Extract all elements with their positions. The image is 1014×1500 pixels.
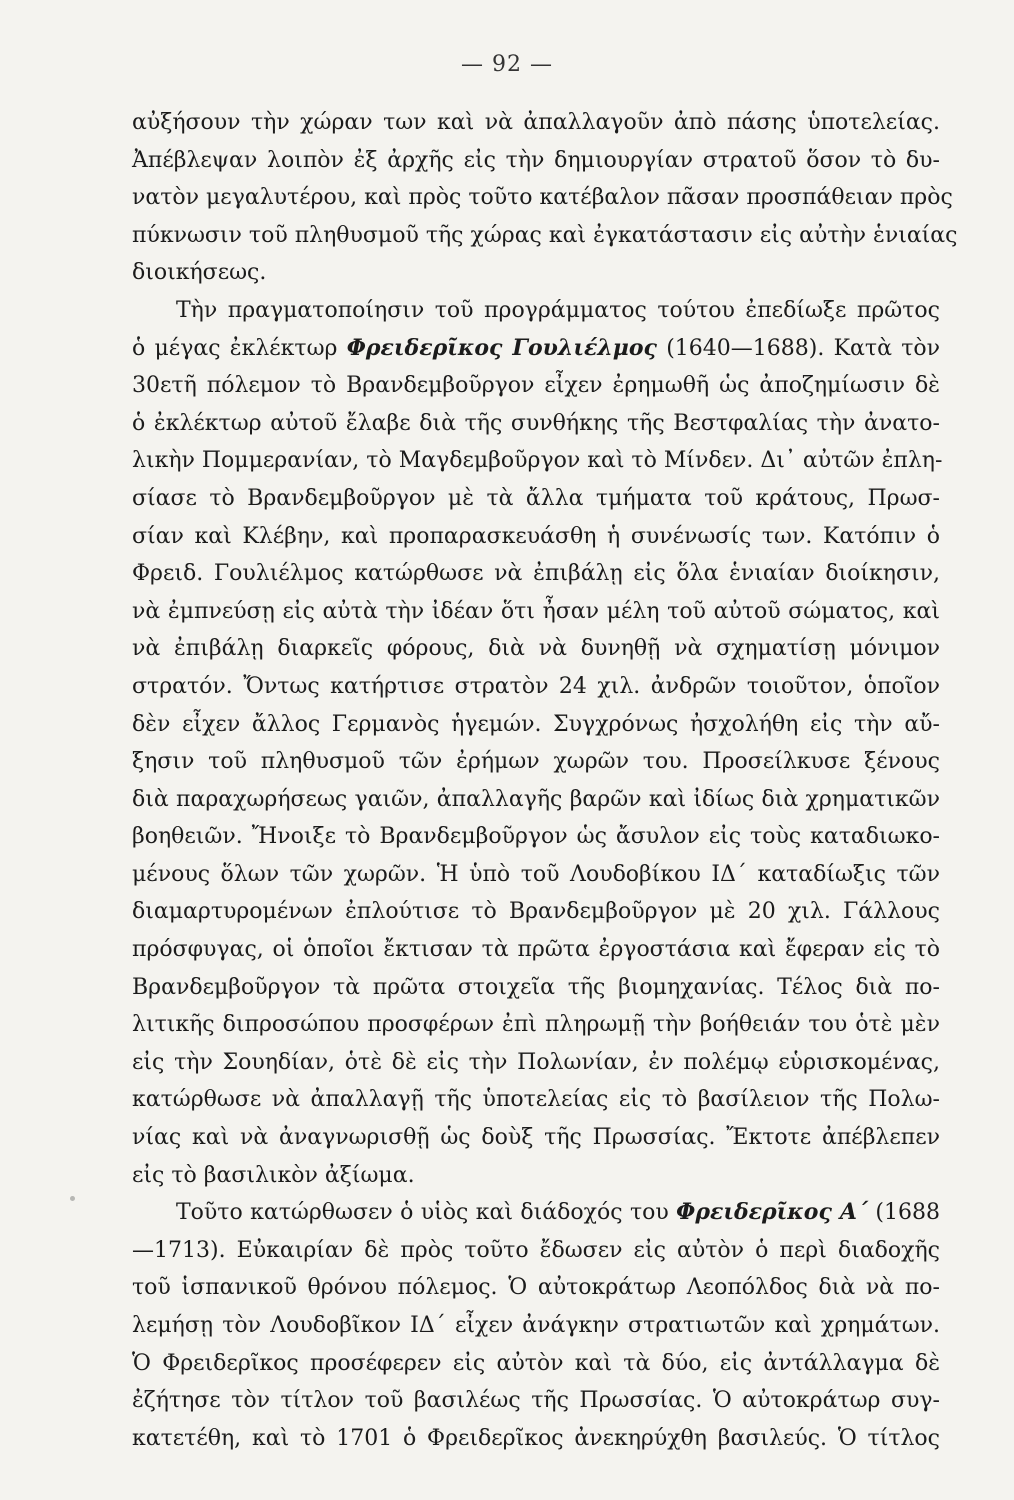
paper-speck	[70, 1196, 75, 1201]
text-fragment: Τοῦτο κατώρθωσεν ὁ υἱὸς καὶ διάδοχός του	[176, 1200, 677, 1226]
text-line: νατὸν μεγαλυτέρου, καὶ πρὸς τοῦτο κατέβαλον πᾶσαν προσπάθειαν πρὸς	[132, 185, 953, 211]
text-line: πύκνωσιν τοῦ πληθυσμοῦ τῆς χώρας καὶ ἐγκατάστασιν εἰς αὐτὴν ἑνιαίας	[132, 222, 958, 248]
text-line: Ἀπέβλεψαν λοιπὸν ἐξ ἀρχῆς εἰς τὴν δημιουργίαν στρατοῦ ὅσον τὸ δυ-	[132, 147, 940, 173]
text-fragment: (1640—1688). Κατὰ τὸν	[656, 335, 940, 361]
ruler-name: Φρειδερῖκος Γουλιέλμος	[346, 334, 657, 361]
page-number: — 92 —	[461, 52, 553, 77]
text-line-with-name	[132, 330, 940, 368]
text-line: σίαν καὶ Κλέβην, καὶ προπαρασκευάσθη ἡ συνένωσίς των. Κατόπιν ὁ	[132, 523, 940, 549]
text-line: κατώρθωσε νὰ ἀπαλλαγῇ τῆς ὑποτελείας εἰς τὸ βασίλειον τῆς Πολω-	[132, 1087, 940, 1113]
text-line: 30ετῆ πόλεμον τὸ Βρανδεμβοῦργον εἶχεν ἐρημωθῆ ὡς ἀποζημίωσιν δὲ	[132, 373, 940, 399]
text-line: αὐξήσουν τὴν χώραν των καὶ νὰ ἀπαλλαγοῦν ἀπὸ πάσης ὑποτελείας.	[132, 110, 940, 135]
text-line: στρατόν. Ὄντως κατήρτισε στρατὸν 24 χιλ. ἀνδρῶν τοιοῦτον, ὁποῖον	[132, 673, 940, 699]
text-line: ὁ ἐκλέκτωρ αὐτοῦ ἔλαβε διὰ τῆς συνθήκης τῆς Βεστφαλίας τὴν ἀνατο-	[132, 410, 940, 436]
text-line: Βρανδεμβοῦργον τὰ πρῶτα στοιχεῖα τῆς βιομηχανίας. Τέλος διὰ πο-	[132, 974, 940, 1000]
text-line: λικὴν Πομμερανίαν, τὸ Μαγδεμβοῦργον καὶ τὸ Μίνδεν. Δι᾽ αὐτῶν ἐπλη-	[132, 448, 943, 474]
text-line: λιτικῆς διπροσώπου προσφέρων ἐπὶ πληρωμῇ τὴν βοήθειάν του ὁτὲ μὲν	[132, 1012, 940, 1038]
text-line: ξησιν τοῦ πληθυσμοῦ τῶν ἐρήμων χωρῶν του. Προσείλκυσε ξένους	[132, 749, 940, 775]
text-line: —1713). Εὐκαιρίαν δὲ πρὸς τοῦτο ἔδωσεν εἰς αὐτὸν ὁ περὶ διαδοχῆς	[132, 1237, 940, 1263]
text-line: τοῦ ἱσπανικοῦ θρόνου πόλεμος. Ὁ αὐτοκράτωρ Λεοπόλδος διὰ νὰ πο-	[132, 1275, 940, 1301]
text-line: νίας καὶ νὰ ἀναγνωρισθῇ ὡς δοὺξ τῆς Πρωσσίας. Ἔκτοτε ἀπέβλεπεν	[132, 1125, 940, 1151]
text-line: λεμήσῃ τὸν Λουδοβῖκον ΙΔ΄ εἶχεν ἀνάγκην στρατιωτῶν καὶ χρημάτων.	[132, 1313, 940, 1338]
text-line: νὰ ἐμπνεύσῃ εἰς αὐτὰ τὴν ἰδέαν ὅτι ἦσαν μέλη τοῦ αὐτοῦ σώματος, καὶ	[132, 598, 940, 624]
ruler-name: Φρειδερῖκος Α΄	[676, 1199, 868, 1226]
text-line: κατετέθη, καὶ τὸ 1701 ὁ Φρειδερῖκος ἀνεκηρύχθη βασιλεύς. Ὁ τίτλος	[132, 1425, 940, 1451]
text-line: εἰς τὸ βασιλικὸν ἀξίωμα.	[132, 1162, 415, 1188]
text-line: ἐζήτησε τὸν τίτλον τοῦ βασιλέως τῆς Πρωσσίας. Ὁ αὐτοκράτωρ συγ-	[132, 1388, 940, 1414]
text-line-with-name	[132, 1194, 940, 1232]
text-line: Ὁ Φρειδερῖκος προσέφερεν εἰς αὐτὸν καὶ τὰ δύο, εἰς ἀντάλλαγμα δὲ	[132, 1350, 940, 1376]
text-line: νὰ ἐπιβάλῃ διαρκεῖς φόρους, διὰ νὰ δυνηθῇ νὰ σχηματίσῃ μόνιμον	[132, 636, 940, 662]
text-line: διαμαρτυρομένων ἐπλούτισε τὸ Βρανδεμβοῦργον μὲ 20 χιλ. Γάλλους	[132, 899, 940, 925]
body-text	[132, 104, 958, 1457]
text-line: διοικήσεως.	[132, 260, 267, 286]
text-line: πρόσφυγας, οἱ ὁποῖοι ἔκτισαν τὰ πρῶτα ἐργοστάσια καὶ ἔφεραν εἰς τὸ	[132, 937, 940, 963]
text-fragment: ὁ μέγας ἐκλέκτωρ	[132, 335, 347, 361]
text-line: Φρειδ. Γουλιέλμος κατώρθωσε νὰ ἐπιβάλῃ εἰς ὅλα ἑνιαίαν διοίκησιν,	[132, 561, 940, 587]
text-line: μένους ὅλων τῶν χωρῶν. Ἡ ὑπὸ τοῦ Λουδοβίκου ΙΔ΄ καταδίωξις τῶν	[132, 861, 940, 887]
text-line: εἰς τὴν Σουηδίαν, ὁτὲ δὲ εἰς τὴν Πολωνίαν, ἐν πολέμῳ εὑρισκομένας,	[132, 1049, 940, 1075]
text-line: βοηθειῶν. Ἤνοιξε τὸ Βρανδεμβοῦργον ὡς ἄσυλον εἰς τοὺς καταδιωκο-	[132, 824, 940, 850]
text-line: δὲν εἶχεν ἄλλος Γερμανὸς ἡγεμών. Συγχρόνως ἠσχολήθη εἰς τὴν αὔ-	[132, 711, 940, 737]
text-line: σίασε τὸ Βρανδεμβοῦργον μὲ τὰ ἄλλα τμήματα τοῦ κράτους, Πρωσ-	[132, 485, 940, 511]
text-line: Τὴν πραγματοποίησιν τοῦ προγράμματος τούτου ἐπεδίωξε πρῶτος	[176, 297, 940, 323]
text-fragment: (1688	[868, 1200, 940, 1226]
text-line: διὰ παραχωρήσεως γαιῶν, ἀπαλλαγῆς βαρῶν καὶ ἰδίως διὰ χρηματικῶν	[132, 786, 940, 812]
